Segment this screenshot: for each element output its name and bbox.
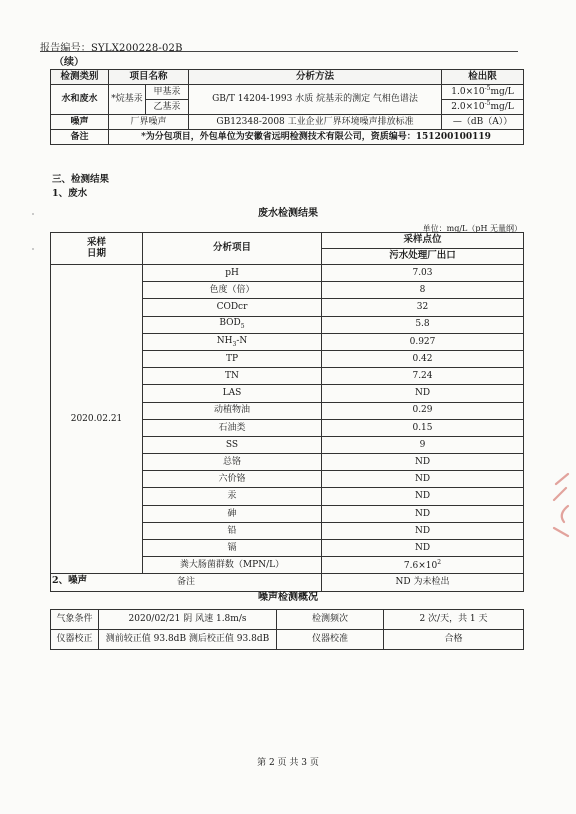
item-methylmercury: 甲基汞 [146,85,189,100]
page-number: 第 2 页 共 3 页 [257,758,319,768]
wastewater-table [50,232,524,592]
calibration-value: 合格 [384,630,524,650]
section-title: 三、检测结果 [52,174,110,185]
result-value: ND [322,454,524,471]
method-row-remark [51,130,524,145]
item-group-alkylmercury: *烷基汞 [109,85,146,115]
item-boundary-noise: 厂界噪声 [109,115,189,130]
subsection-wastewater: 1、废水 [52,188,88,199]
result-value: ND [322,540,524,557]
analysis-item: 镉 [143,540,322,557]
result-value: 0.15 [322,419,524,436]
analysis-item: pH [143,265,322,282]
wastewater-remark-label: 备注 [51,574,322,591]
method-alkylmercury: GB/T 14204-1993 水质 烷基汞的测定 气相色谱法 [189,85,442,115]
remark-text: *为分包项目，外包单位为安徽省远明检测技术有限公司，资质编号：151200100119 [109,130,524,145]
header-limit: 检出限 [442,70,524,85]
table-row [51,265,524,282]
analysis-item: LAS [143,385,322,402]
wastewater-body [51,265,524,574]
weather-label: 气象条件 [51,610,99,630]
result-value: 0.927 [322,333,524,350]
limit-ethylmercury: $2.0\times 10^{-5}mg/L$ [442,100,524,115]
method-row-noise [51,115,524,130]
result-value: ND [322,505,524,522]
analysis-item: CODcr [143,299,322,316]
analysis-item: 总铬 [143,454,322,471]
category-noise: 噪声 [51,115,109,130]
header-analysis-item: 分析项目 [143,233,322,265]
analysis-item: $BOD_5$ [143,316,322,333]
limit-methylmercury: $1.0\times 10^{-5}mg/L$ [442,85,524,100]
wastewater-header-row-1 [51,233,524,249]
scan-speck [32,213,34,215]
result-value: 0.29 [322,402,524,419]
wastewater-caption: 废水检测结果 [258,208,318,219]
analysis-item: $NH_3-N$ [143,333,322,350]
header-category: 检测类别 [51,70,109,85]
result-value: 7.03 [322,265,524,282]
header-divider [40,51,518,52]
result-value: 8 [322,282,524,299]
result-value: ND [322,522,524,539]
result-value: ND [322,488,524,505]
correction-label: 仪器校正 [51,630,99,650]
noise-table [50,609,524,650]
limit-noise: —（dB（A）） [442,115,524,130]
report-number: 报告编号：SYLX200228-02B [40,43,183,54]
analysis-item: 汞 [143,488,322,505]
header-item: 项目名称 [109,70,189,85]
seal-stamp-fragment [548,470,572,540]
method-table [50,69,524,145]
sampling-date: 2020.02.21 [51,265,143,574]
analysis-item: 色度（倍） [143,282,322,299]
item-ethylmercury: 乙基汞 [146,100,189,115]
weather-value: 2020/02/21 阴 风速 1.8m/s [99,610,277,630]
result-value: ND [322,471,524,488]
result-value: $7.6\times 10^2$ [322,557,524,574]
header-method: 分析方法 [189,70,442,85]
analysis-item: 粪大肠菌群数（MPN/L） [143,557,322,574]
analysis-item: SS [143,436,322,453]
result-value: 7.24 [322,368,524,385]
continued-label: （续） [54,57,84,68]
remark-label: 备注 [51,130,109,145]
unit-note: 单位：mg/L（pH 无量纲） [422,224,522,233]
calibration-label: 仪器校准 [277,630,384,650]
result-value: 5.8 [322,316,524,333]
header-sampling-point: 采样点位 [322,233,524,249]
method-row-methylmercury [51,85,524,100]
header-sampling-date: 采样 日期 [51,233,143,265]
noise-caption: 噪声检测概况 [258,592,318,603]
frequency-label: 检测频次 [277,610,384,630]
subsection-noise: 2、噪声 [52,575,88,586]
category-water: 水和废水 [51,85,109,115]
method-noise: GB12348-2008 工业企业厂界环境噪声排放标准 [189,115,442,130]
analysis-item: TP [143,350,322,367]
result-value: 32 [322,299,524,316]
analysis-item: 砷 [143,505,322,522]
result-value: 0.42 [322,350,524,367]
method-header-row [51,70,524,85]
wastewater-remark-text: ND 为未检出 [322,574,524,591]
analysis-item: 铅 [143,522,322,539]
frequency-value: 2 次/天，共 1 天 [384,610,524,630]
analysis-item: 石油类 [143,419,322,436]
result-value: 9 [322,436,524,453]
analysis-item: 动植物油 [143,402,322,419]
noise-row-weather [51,610,524,630]
scan-speck [32,248,34,250]
analysis-item: 六价铬 [143,471,322,488]
header-outlet: 污水处理厂出口 [322,249,524,265]
correction-value: 测前较正值 93.8dB 测后校正值 93.8dB [99,630,277,650]
result-value: ND [322,385,524,402]
noise-row-calibration [51,630,524,650]
analysis-item: TN [143,368,322,385]
